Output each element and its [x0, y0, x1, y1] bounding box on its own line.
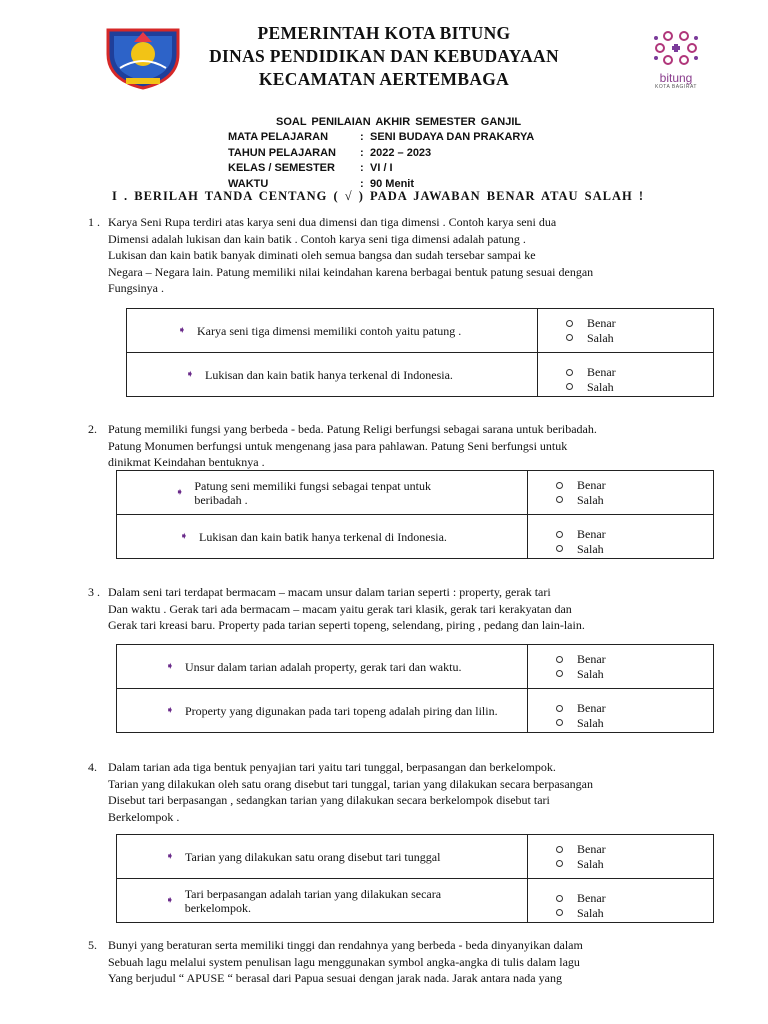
question-text: [108, 937, 718, 987]
option-benar[interactable]: [556, 891, 713, 906]
question-number: 5.: [88, 938, 97, 952]
statement-text: Tarian yang dilakukan satu orang disebut tari tunggal: [185, 849, 441, 864]
statement-text: Unsur dalam tarian adalah property, gerak tari dan waktu.: [185, 659, 462, 674]
radio-circle-icon[interactable]: [556, 656, 563, 663]
option-benar[interactable]: [556, 842, 713, 857]
statement-cell: [117, 879, 528, 923]
question-line: Bunyi yang beraturan serta memiliki tinggi dan rendahnya yang berbeda - beda dinyanyikan dalam: [108, 938, 583, 952]
radio-circle-icon[interactable]: [556, 545, 563, 552]
meta-key: WAKTU: [228, 177, 269, 190]
question-line: Fungsinya .: [108, 281, 165, 295]
statement-cell: [117, 515, 528, 559]
radio-circle-icon[interactable]: [556, 846, 563, 853]
option-label: Salah: [577, 492, 604, 507]
arrow-bullet-icon: ➧: [175, 486, 184, 498]
question-line: Dimensi adalah lukisan dan kain batik . Contoh karya seni tiga dimensi adalah patung .: [108, 231, 526, 246]
question-line: Negara – Negara lain. Patung memiliki nilai keindahan karena berbagai bentuk patung sesuai dengan: [108, 264, 594, 279]
statement-cell: [117, 471, 528, 515]
brand-logo-text: bitung: [659, 71, 693, 85]
answer-table-1: [126, 308, 714, 397]
options-cell: [538, 309, 714, 353]
meta-value: SENI BUDAYA DAN PRAKARYA: [370, 131, 535, 143]
option-salah[interactable]: [556, 667, 713, 682]
answer-row: [117, 645, 714, 689]
question-line: dinikmat Keindahan bentuknya .: [108, 455, 265, 469]
radio-circle-icon[interactable]: [556, 531, 563, 538]
answer-row: [117, 471, 714, 515]
question-number: 1 .: [88, 215, 100, 229]
question-number: 2.: [88, 422, 97, 436]
question-2: [88, 421, 718, 471]
option-label: Salah: [577, 715, 604, 730]
statement-text: Lukisan dan kain batik hanya terkenal di Indonesia.: [205, 367, 453, 382]
option-label: Benar: [587, 316, 616, 330]
statement-text: Tari berpasangan adalah tarian yang dilakukan secara berkelompok.: [184, 886, 442, 915]
instruction-heading: I . BERILAH TANDA CENTANG ( √ ) PADA JAWABAN BENAR ATAU SALAH !: [112, 189, 645, 203]
option-label: Benar: [577, 701, 606, 715]
option-benar[interactable]: [566, 316, 713, 331]
header-line-3: KECAMATAN AERTEMBAGA: [258, 69, 510, 89]
option-salah[interactable]: [556, 542, 713, 557]
answer-row: [117, 835, 714, 879]
exam-meta: [228, 116, 534, 192]
answer-table-2: [116, 470, 714, 559]
option-label: Salah: [577, 541, 604, 556]
option-benar[interactable]: [556, 652, 713, 667]
question-number: 4.: [88, 760, 97, 774]
radio-circle-icon[interactable]: [556, 705, 563, 712]
radio-circle-icon[interactable]: [566, 383, 573, 390]
question-line: Berkelompok .: [108, 809, 180, 824]
arrow-bullet-icon: ➧: [165, 894, 175, 906]
radio-circle-icon[interactable]: [556, 496, 563, 503]
question-line: Dalam tarian ada tiga bentuk penyajian tari yaitu tari tunggal, berpasangan dan berkelompok.: [108, 760, 556, 774]
option-label: Salah: [587, 330, 614, 345]
statement-text: Karya seni tiga dimensi memiliki contoh yaitu patung .: [197, 323, 462, 338]
options-cell: [528, 879, 714, 923]
bitung-pattern-icon: [640, 24, 712, 70]
option-label: Benar: [577, 527, 606, 541]
question-5: [88, 937, 718, 987]
options-cell: [528, 515, 714, 559]
question-text: [108, 584, 718, 634]
radio-circle-icon[interactable]: [556, 482, 563, 489]
bitung-brand-logo: [640, 24, 712, 92]
arrow-bullet-icon: ➧: [165, 850, 175, 862]
statement-text: Property yang digunakan pada tari topeng adalah piring dan lilin.: [185, 703, 498, 718]
radio-circle-icon[interactable]: [556, 860, 563, 867]
answer-row: [127, 309, 714, 353]
arrow-bullet-icon: ➧: [165, 660, 175, 672]
options-cell: [528, 471, 714, 515]
options-cell: [538, 353, 714, 397]
meta-key: KELAS / SEMESTER: [228, 162, 335, 174]
meta-value: VI / I: [370, 162, 393, 174]
question-line: Patung memiliki fungsi yang berbeda - beda. Patung Religi berfungsi sebagai sarana untuk beribadah.: [108, 422, 597, 436]
option-salah[interactable]: [556, 906, 713, 921]
radio-circle-icon[interactable]: [556, 719, 563, 726]
meta-separator: :: [360, 162, 364, 174]
question-text: [108, 421, 718, 471]
option-label: Benar: [577, 891, 606, 905]
answer-row: [117, 515, 714, 559]
options-cell: [528, 835, 714, 879]
meta-row: [228, 130, 534, 146]
radio-circle-icon[interactable]: [556, 909, 563, 916]
option-label: Salah: [587, 379, 614, 394]
question-1: [88, 214, 718, 297]
radio-circle-icon[interactable]: [566, 369, 573, 376]
question-number: 3 .: [88, 585, 100, 599]
option-label: Benar: [577, 478, 606, 492]
statement-cell: [117, 689, 528, 733]
answer-row: [127, 353, 714, 397]
arrow-bullet-icon: ➧: [177, 324, 187, 336]
option-label: Salah: [577, 666, 604, 681]
question-text: [108, 214, 718, 297]
header-line-1: PEMERINTAH KOTA BITUNG: [257, 23, 511, 43]
option-label: Salah: [577, 905, 604, 920]
question-line: Dan waktu . Gerak tari ada bermacam – macam yaitu gerak tari klasik, gerak tari kerakyatan dan: [108, 601, 572, 616]
meta-value: 2022 – 2023: [370, 146, 432, 159]
question-line: Tarian yang dilakukan oleh satu orang disebut tari tunggal, tarian yang dilakukan secara berpasangan: [108, 776, 593, 791]
question-line: Sebuah lagu melalui system penulisan lagu menggunakan symbol angka-angka di tulis dalam lagu: [108, 954, 580, 969]
question-3: [88, 584, 718, 634]
arrow-bullet-icon: ➧: [179, 530, 189, 542]
option-salah[interactable]: [556, 493, 713, 508]
meta-separator: :: [360, 146, 364, 159]
brand-logo-subtext: KOTA BAGIRAT: [655, 84, 697, 90]
option-benar[interactable]: [556, 527, 713, 542]
radio-circle-icon[interactable]: [556, 895, 563, 902]
statement-text: Patung seni memiliki fungsi sebagai tenpat untuk beribadah .: [194, 478, 431, 507]
radio-circle-icon[interactable]: [566, 334, 573, 341]
meta-value: 90 Menit: [370, 177, 415, 190]
meta-row: [228, 146, 534, 162]
header-line-2: DINAS PENDIDIKAN DAN KEBUDAYAAN: [209, 46, 559, 66]
option-label: Benar: [577, 842, 606, 856]
option-label: Benar: [577, 652, 606, 666]
answer-table-4: [116, 834, 714, 923]
question-line: Gerak tari kreasi baru. Property pada tarian seperti topeng, selendang, piring , pedang dan lain-lain.: [108, 618, 585, 632]
question-4: [88, 759, 718, 825]
option-label: Salah: [577, 856, 604, 871]
question-line: Dalam seni tari terdapat bermacam – macam unsur dalam tarian seperti : property, gerak tari: [108, 585, 551, 599]
meta-separator: :: [360, 177, 364, 190]
question-line: Patung Monumen berfungsi untuk mengenang jasa para pahlawan. Patung Seni berfungsi untuk: [108, 438, 568, 453]
option-benar[interactable]: [556, 478, 713, 493]
option-salah[interactable]: [556, 716, 713, 731]
exam-title: SOAL PENILAIAN AKHIR SEMESTER GANJIL: [276, 116, 522, 128]
arrow-bullet-icon: ➧: [185, 368, 195, 380]
meta-key: TAHUN PELAJARAN: [228, 146, 336, 159]
option-label: Benar: [587, 365, 616, 379]
options-cell: [528, 645, 714, 689]
option-benar[interactable]: [566, 365, 713, 380]
meta-separator: :: [360, 131, 364, 143]
question-line: Yang berjudul “ APUSE “ berasal dari Papua sesuai dengan jarak nada. Jarak antara nada yang: [108, 971, 562, 985]
statement-cell: [117, 645, 528, 689]
radio-circle-icon[interactable]: [556, 670, 563, 677]
answer-row: [117, 879, 714, 923]
question-line: Karya Seni Rupa terdiri atas karya seni dua dimensi dan tiga dimensi . Contoh karya seni dua: [108, 215, 557, 229]
option-salah[interactable]: [566, 331, 713, 346]
radio-circle-icon[interactable]: [566, 320, 573, 327]
question-line: Disebut tari berpasangan , sedangkan tarian yang dilakukan secara berkelompok disebut tari: [108, 793, 550, 807]
options-cell: [528, 689, 714, 733]
question-line: Lukisan dan kain batik banyak diminati oleh semua bangsa dan sudah tersebar sampai ke: [108, 248, 536, 262]
question-text: [108, 759, 718, 825]
option-salah[interactable]: [566, 380, 713, 395]
arrow-bullet-icon: ➧: [165, 704, 175, 716]
meta-key: MATA PELAJARAN: [228, 131, 329, 143]
option-salah[interactable]: [556, 857, 713, 872]
meta-row: [228, 161, 534, 177]
statement-cell: [127, 309, 538, 353]
statement-cell: [127, 353, 538, 397]
option-benar[interactable]: [556, 701, 713, 716]
answer-table-3: [116, 644, 714, 733]
answer-row: [117, 689, 714, 733]
statement-cell: [117, 835, 528, 879]
statement-text: Lukisan dan kain batik hanya terkenal di Indonesia.: [199, 529, 447, 544]
